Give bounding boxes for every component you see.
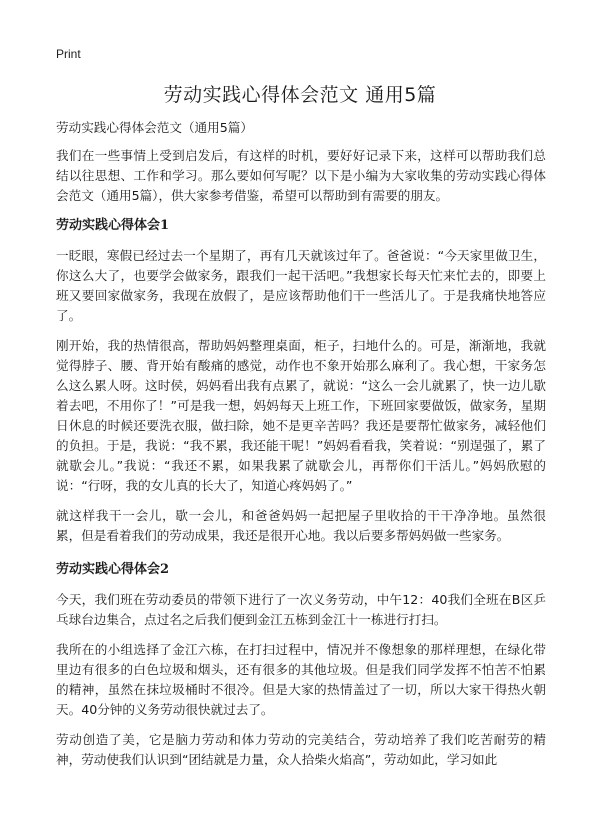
section-paragraph: 我所在的小组选择了金江六栋，在打扫过程中，情况并不像想象的那样理想，在绿化带里边有很多的白色垃圾和烟头，还有很多的其他垃圾。但是我们同学发挥不怕苦不怕累的精神，虽然在抹垃圾桶时不很冷。但是大家的热情盖过了一切，所以大家干得热火朝天。40分钟的义务劳动很快就过去了。 [56,642,546,717]
page-title: 劳动实践心得体会范文 通用5篇 [163,84,437,106]
section-paragraph: 今天，我们班在劳动委员的带领下进行了一次义务劳动，中午12：40我们全班在B区乒乓球台边集合，点过名之后我们便到金江五栋到金江十一栋进行打扫。 [56,592,546,627]
section-paragraph: 刚开始，我的热情很高，帮助妈妈整理桌面，柜子，扫地什么的。可是，渐渐地，我就觉得脖子、腰、背开始有酸痛的感觉，动作也不象开始那么麻利了。我心想，干家务怎么这么累人呀。这时侯，妈妈看出我有点累了，就说：“这么一会儿就累了，快一边儿歇着去吧，不用你了！”可是我一想，妈妈每天上班工作，下班回家要做饭，做家务，星期日休息的时候还要洗衣服，做扫除，她不是更辛苦吗？我还是要帮忙做家务，减轻他们的负担。于是，我说：“我不累，我还能干呢！”妈妈看看我，笑着说：“别逞强了，累了就歇会儿。”我说：“我还不累，如果我累了就歇会儿，再帮你们干活儿。”妈妈欣慰的说：“行呀，我的女儿真的长大了，知道心疼妈妈了。” [56,338,546,493]
section-paragraph: 一眨眼，寒假已经过去一个星期了，再有几天就该过年了。爸爸说：“今天家里做卫生，你这么大了，也要学会做家务，跟我们一起干活吧。”我想家长每天忙来忙去的，即要上班又要回家做家务，我现在放假了，是应该帮助他们干一些活儿了。于是我痛快地答应了。 [56,248,546,323]
section-heading: 劳动实践心得体会2 [56,562,170,577]
section-heading: 劳动实践心得体会1 [56,218,170,233]
article-body [56,118,546,780]
article-subtitle: 劳动实践心得体会范文（通用5篇） [56,120,253,135]
intro-paragraph: 我们在一些事情上受到启发后，有这样的时机，要好好记录下来，这样可以帮助我们总结以往思想、工作和学习。那么要如何写呢？以下是小编为大家收集的劳动实践心得体会范文（通用5篇），供大家参考借鉴，希望可以帮助到有需要的朋友。 [56,148,546,203]
section-paragraph: 就这样我干一会儿，歇一会儿，和爸爸妈妈一起把屋子里收拾的干干净净地。虽然很累，但是看着我们的劳动成果，我还是很开心地。我以后要多帮妈妈做一些家务。 [56,508,546,543]
section-paragraph: 劳动创造了美，它是脑力劳动和体力劳动的完美结合，劳动培养了我们吃苦耐劳的精神，劳动使我们认识到“团结就是力量，众人拾柴火焰高”，劳动如此，学习如此 [56,732,546,767]
print-link[interactable]: Print [56,47,81,61]
